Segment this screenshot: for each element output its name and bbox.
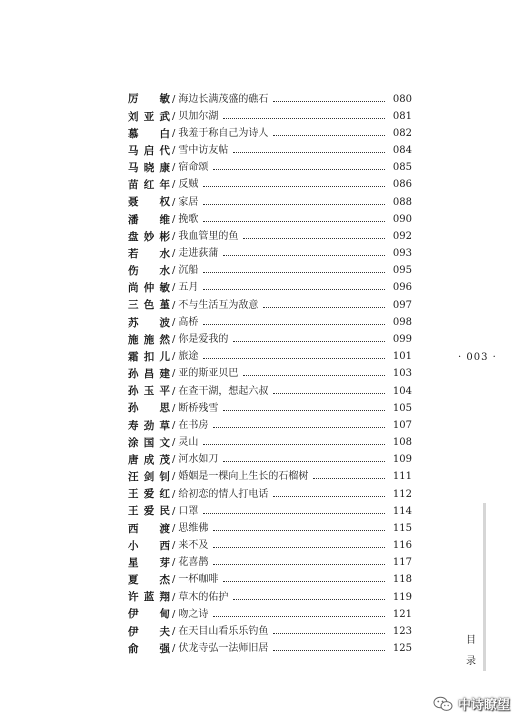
toc-separator: / xyxy=(172,368,176,380)
toc-dot-leader xyxy=(213,546,385,548)
toc-row xyxy=(128,417,412,434)
toc-author-char: 马 xyxy=(128,144,139,157)
toc-separator: / xyxy=(172,505,176,517)
toc-author xyxy=(128,146,170,157)
toc-title: 海边长满茂盛的礁石 xyxy=(178,93,269,105)
toc-author-char: 苗 xyxy=(128,179,139,192)
toc-dot-leader xyxy=(213,426,385,428)
toc-row xyxy=(128,366,412,383)
toc-page-number: 123 xyxy=(392,625,412,637)
toc-author-char: 民 xyxy=(159,505,170,518)
toc-author-char: 苏 xyxy=(128,316,139,329)
toc-page-number: 096 xyxy=(392,282,412,294)
toc-row xyxy=(128,469,412,486)
toc-separator: / xyxy=(172,454,176,466)
toc-author-char: 文 xyxy=(159,436,170,449)
toc-separator: / xyxy=(172,591,176,603)
toc-author xyxy=(128,249,170,260)
toc-author-char: 草 xyxy=(159,419,170,432)
toc-author-char: 霜 xyxy=(128,350,139,363)
toc-author-char: 蓝 xyxy=(143,591,155,604)
toc-dot-leader xyxy=(223,460,385,462)
toc-author-char: 伤 xyxy=(128,265,139,278)
toc-row xyxy=(128,537,412,554)
toc-author xyxy=(128,163,170,174)
toc-author-char: 敏 xyxy=(159,93,170,106)
toc-page-number: 116 xyxy=(392,540,412,552)
toc-title: 来不及 xyxy=(178,540,209,552)
toc-title: 给初恋的情人打电话 xyxy=(178,488,269,500)
toc-dot-leader xyxy=(203,220,385,222)
toc-page-number: 125 xyxy=(392,643,412,655)
toc-author xyxy=(128,112,170,123)
toc-title: 雪中访友帖 xyxy=(178,145,229,157)
toc-dot-leader xyxy=(233,151,385,153)
toc-author xyxy=(128,558,170,569)
toc-author-char: 晓 xyxy=(143,162,155,175)
toc-author-char: 盘 xyxy=(128,230,139,243)
toc-page-number: 084 xyxy=(392,145,412,157)
toc-author-char: 潘 xyxy=(128,213,139,226)
toc-author xyxy=(128,627,170,638)
toc-page-number: 098 xyxy=(392,316,412,328)
toc-row xyxy=(128,143,412,160)
wechat-icon xyxy=(433,696,453,712)
toc-title: 你是爱我的 xyxy=(178,333,229,345)
toc-title: 沉船 xyxy=(178,265,199,277)
toc-author-char: 若 xyxy=(128,247,139,260)
toc-row xyxy=(128,228,412,245)
toc-row xyxy=(128,486,412,503)
toc-dot-leader xyxy=(203,203,385,205)
toc-author xyxy=(128,300,170,311)
toc-author-char: 强 xyxy=(159,642,170,655)
toc-page-number: 095 xyxy=(392,265,412,277)
toc-page-number: 117 xyxy=(392,557,412,569)
toc-author-char: 代 xyxy=(159,144,170,157)
toc-author-char: 涂 xyxy=(128,436,139,449)
toc-separator: / xyxy=(172,557,176,569)
toc-row xyxy=(128,555,412,572)
toc-author xyxy=(128,318,170,329)
toc-title: 花喜鹊 xyxy=(178,557,209,569)
toc-page-number: 093 xyxy=(392,248,412,260)
toc-author-char: 爱 xyxy=(143,505,155,518)
toc-author xyxy=(128,541,170,552)
toc-author xyxy=(128,506,170,517)
toc-dot-leader xyxy=(273,100,385,102)
toc-title: 河水如刀 xyxy=(178,454,219,466)
toc-page-number: 080 xyxy=(392,93,412,105)
toc-author xyxy=(128,644,170,655)
toc-author-char: 三 xyxy=(128,299,139,312)
table-of-contents xyxy=(128,91,412,658)
toc-author-char: 红 xyxy=(143,179,155,192)
toc-page-number: 090 xyxy=(392,213,412,225)
toc-separator: / xyxy=(172,196,176,208)
toc-dot-leader xyxy=(273,392,385,394)
toc-title: 在天目山看乐乐钓鱼 xyxy=(178,625,269,637)
toc-row xyxy=(128,263,412,280)
toc-page-number: 107 xyxy=(392,419,412,431)
toc-author xyxy=(128,335,170,346)
toc-title: 五月 xyxy=(178,282,199,294)
toc-row xyxy=(128,400,412,417)
toc-separator: / xyxy=(172,419,176,431)
toc-author-char: 唐 xyxy=(128,453,139,466)
toc-page-number: 099 xyxy=(392,333,412,345)
toc-page-number: 088 xyxy=(392,196,412,208)
toc-row xyxy=(128,606,412,623)
toc-separator: / xyxy=(172,316,176,328)
page-folio: · 003 · xyxy=(458,352,497,363)
toc-author-char: 敏 xyxy=(159,282,170,295)
toc-author-char: 红 xyxy=(159,488,170,501)
toc-page-number: 103 xyxy=(392,368,412,380)
toc-page-number: 109 xyxy=(392,454,412,466)
toc-title: 灵山 xyxy=(178,437,199,449)
toc-author xyxy=(128,215,170,226)
toc-separator: / xyxy=(172,282,176,294)
toc-author xyxy=(128,232,170,243)
toc-row xyxy=(128,641,412,658)
toc-author-char: 西 xyxy=(159,539,170,552)
toc-row xyxy=(128,572,412,589)
toc-separator: / xyxy=(172,110,176,122)
toc-separator: / xyxy=(172,299,176,311)
toc-author-char: 彬 xyxy=(159,230,170,243)
toc-row xyxy=(128,331,412,348)
toc-title: 婚姻是一棵向上生长的石榴树 xyxy=(178,471,309,483)
toc-author-char: 马 xyxy=(128,162,139,175)
toc-dot-leader xyxy=(263,306,385,308)
toc-page-number: 081 xyxy=(392,110,412,122)
toc-author-char: 仲 xyxy=(143,282,155,295)
toc-separator: / xyxy=(172,385,176,397)
toc-title: 断桥残雪 xyxy=(178,402,219,414)
toc-row xyxy=(128,177,412,194)
toc-row xyxy=(128,211,412,228)
toc-title: 亚的斯亚贝巴 xyxy=(178,368,239,380)
toc-author-char: 伊 xyxy=(128,608,139,621)
toc-author-char: 芽 xyxy=(159,556,170,569)
toc-row xyxy=(128,314,412,331)
toc-author-char: 康 xyxy=(159,162,170,175)
toc-author xyxy=(128,421,170,432)
toc-author-char: 扣 xyxy=(143,350,155,363)
toc-author-char: 杰 xyxy=(159,574,170,587)
toc-author xyxy=(128,129,170,140)
toc-dot-leader xyxy=(213,529,385,531)
toc-author-char: 汪 xyxy=(128,471,139,484)
toc-dot-leader xyxy=(203,185,385,187)
toc-author-char: 翔 xyxy=(159,591,170,604)
toc-row xyxy=(128,383,412,400)
toc-page-number: 101 xyxy=(392,351,412,363)
toc-dot-leader xyxy=(313,477,385,479)
toc-dot-leader xyxy=(203,512,385,514)
toc-author xyxy=(128,489,170,500)
toc-page-number: 097 xyxy=(392,299,412,311)
toc-author-char: 武 xyxy=(159,110,170,123)
toc-dot-leader xyxy=(223,580,385,582)
toc-dot-leader xyxy=(203,443,385,445)
toc-author xyxy=(128,592,170,603)
toc-author-char: 俞 xyxy=(128,642,139,655)
toc-separator: / xyxy=(172,402,176,414)
toc-author-char: 色 xyxy=(143,299,155,312)
toc-author-char: 伊 xyxy=(128,625,139,638)
toc-separator: / xyxy=(172,93,176,105)
toc-row xyxy=(128,297,412,314)
toc-separator: / xyxy=(172,351,176,363)
toc-author-char: 寿 xyxy=(128,419,139,432)
toc-author-char: 玉 xyxy=(143,385,155,398)
toc-author-char: 渡 xyxy=(159,522,170,535)
toc-row xyxy=(128,520,412,537)
toc-separator: / xyxy=(172,437,176,449)
toc-author xyxy=(128,180,170,191)
toc-author xyxy=(128,352,170,363)
toc-page-number: 086 xyxy=(392,179,412,191)
toc-author-char: 亚 xyxy=(143,110,155,123)
toc-author-char: 孙 xyxy=(128,368,139,381)
toc-row xyxy=(128,194,412,211)
toc-author-char: 平 xyxy=(159,385,170,398)
toc-author xyxy=(128,524,170,535)
toc-separator: / xyxy=(172,162,176,174)
toc-author-char: 王 xyxy=(128,488,139,501)
toc-author-char: 建 xyxy=(159,368,170,381)
toc-author xyxy=(128,403,170,414)
toc-author xyxy=(128,609,170,620)
toc-page-number: 111 xyxy=(392,471,412,483)
toc-dot-leader xyxy=(203,271,385,273)
toc-author-char: 王 xyxy=(128,505,139,518)
toc-author-char: 维 xyxy=(159,213,170,226)
toc-dot-leader xyxy=(243,237,385,239)
toc-dot-leader xyxy=(203,288,385,290)
toc-page-number: 092 xyxy=(392,230,412,242)
toc-author xyxy=(128,438,170,449)
toc-row xyxy=(128,125,412,142)
toc-separator: / xyxy=(172,488,176,500)
toc-separator: / xyxy=(172,574,176,586)
toc-author-char: 然 xyxy=(159,333,170,346)
toc-author-char: 昌 xyxy=(143,368,155,381)
toc-separator: / xyxy=(172,265,176,277)
side-bar-decoration xyxy=(483,503,486,671)
toc-dot-leader xyxy=(243,374,385,376)
toc-page-number: 119 xyxy=(392,591,412,603)
section-label-char: 目 xyxy=(466,635,476,646)
toc-author-char: 茂 xyxy=(159,453,170,466)
toc-author-char: 钊 xyxy=(159,471,170,484)
toc-author-char: 爱 xyxy=(143,488,155,501)
toc-author-char: 厉 xyxy=(128,93,139,106)
toc-author-char: 启 xyxy=(143,144,155,157)
toc-author xyxy=(128,455,170,466)
toc-author-char: 孙 xyxy=(128,402,139,415)
toc-author-char: 许 xyxy=(128,591,139,604)
toc-author xyxy=(128,369,170,380)
toc-row xyxy=(128,108,412,125)
toc-row xyxy=(128,349,412,366)
toc-author-char: 剑 xyxy=(143,471,155,484)
toc-author-char: 堇 xyxy=(159,299,170,312)
toc-separator: / xyxy=(172,230,176,242)
toc-author-char: 水 xyxy=(159,247,170,260)
toc-title: 草木的佑护 xyxy=(178,591,229,603)
toc-title: 在查干湖，想起六叔 xyxy=(178,385,269,397)
toc-dot-leader xyxy=(223,254,385,256)
toc-separator: / xyxy=(172,213,176,225)
toc-dot-leader xyxy=(273,495,385,497)
toc-author-char: 国 xyxy=(143,436,155,449)
toc-author xyxy=(128,575,170,586)
section-label-char: 录 xyxy=(466,656,476,667)
toc-author-char: 儿 xyxy=(159,350,170,363)
toc-author-char: 孙 xyxy=(128,385,139,398)
toc-author-char: 慕 xyxy=(128,127,139,140)
watermark xyxy=(433,694,510,713)
toc-author-char: 波 xyxy=(159,316,170,329)
toc-author xyxy=(128,197,170,208)
toc-row xyxy=(128,589,412,606)
toc-author-char: 小 xyxy=(128,539,139,552)
toc-separator: / xyxy=(172,540,176,552)
toc-author-char: 星 xyxy=(128,556,139,569)
toc-title: 吻之诗 xyxy=(178,608,209,620)
toc-page-number: 108 xyxy=(392,437,412,449)
toc-title: 走进荻蒲 xyxy=(178,248,219,260)
toc-separator: / xyxy=(172,145,176,157)
toc-title: 家居 xyxy=(178,196,199,208)
toc-dot-leader xyxy=(233,340,385,342)
toc-page-number: 105 xyxy=(392,402,412,414)
toc-author-char: 思 xyxy=(159,402,170,415)
toc-dot-leader xyxy=(273,134,385,136)
toc-separator: / xyxy=(172,179,176,191)
toc-row xyxy=(128,503,412,520)
toc-title: 伏龙寺弘一法师旧居 xyxy=(178,643,269,655)
toc-dot-leader xyxy=(223,409,385,411)
toc-dot-leader xyxy=(273,649,385,651)
toc-author-char: 尚 xyxy=(128,282,139,295)
toc-page-number: 104 xyxy=(392,385,412,397)
toc-author-char: 聂 xyxy=(128,196,139,209)
toc-author-char: 施 xyxy=(128,333,139,346)
toc-title: 宿命颂 xyxy=(178,162,209,174)
toc-author xyxy=(128,386,170,397)
toc-author xyxy=(128,283,170,294)
watermark-text: 中诗瞭望 xyxy=(458,698,511,713)
toc-dot-leader xyxy=(203,357,385,359)
toc-title: 挽歌 xyxy=(178,213,199,225)
section-label xyxy=(464,630,478,672)
toc-page-number: 082 xyxy=(392,127,412,139)
toc-separator: / xyxy=(172,643,176,655)
toc-title: 反贼 xyxy=(178,179,199,191)
toc-title: 旅途 xyxy=(178,351,199,363)
toc-dot-leader xyxy=(213,168,385,170)
toc-separator: / xyxy=(172,127,176,139)
toc-row xyxy=(128,160,412,177)
toc-page-number: 112 xyxy=(392,488,412,500)
toc-title: 口罩 xyxy=(178,505,199,517)
toc-title: 我羞于称自己为诗人 xyxy=(178,127,269,139)
toc-dot-leader xyxy=(203,323,385,325)
toc-author-char: 施 xyxy=(143,333,155,346)
toc-author-char: 水 xyxy=(159,265,170,278)
toc-page-number: 115 xyxy=(392,522,412,534)
toc-dot-leader xyxy=(223,117,385,119)
toc-row xyxy=(128,91,412,108)
toc-separator: / xyxy=(172,248,176,260)
toc-author-char: 权 xyxy=(159,196,170,209)
toc-page-number: 121 xyxy=(392,608,412,620)
toc-author-char: 白 xyxy=(159,127,170,140)
toc-title: 不与生活互为敌意 xyxy=(178,299,259,311)
toc-separator: / xyxy=(172,522,176,534)
toc-author-char: 西 xyxy=(128,522,139,535)
toc-row xyxy=(128,623,412,640)
toc-title: 一杯咖啡 xyxy=(178,574,219,586)
toc-row xyxy=(128,246,412,263)
toc-title: 在书房 xyxy=(178,419,209,431)
toc-dot-leader xyxy=(233,598,385,600)
toc-dot-leader xyxy=(213,563,385,565)
toc-author xyxy=(128,266,170,277)
toc-separator: / xyxy=(172,471,176,483)
toc-author-char: 甸 xyxy=(159,608,170,621)
toc-page-number: 085 xyxy=(392,162,412,174)
toc-title: 我血管里的鱼 xyxy=(178,230,239,242)
toc-page-number: 118 xyxy=(392,574,412,586)
toc-author xyxy=(128,472,170,483)
toc-dot-leader xyxy=(273,632,385,634)
toc-title: 高桥 xyxy=(178,316,199,328)
toc-author xyxy=(128,94,170,105)
toc-separator: / xyxy=(172,625,176,637)
toc-title: 思维佛 xyxy=(178,522,209,534)
toc-title: 贝加尔湖 xyxy=(178,110,219,122)
toc-author-char: 成 xyxy=(143,453,155,466)
toc-row xyxy=(128,434,412,451)
toc-separator: / xyxy=(172,608,176,620)
toc-separator: / xyxy=(172,333,176,345)
toc-author-char: 妙 xyxy=(143,230,155,243)
toc-author-char: 劲 xyxy=(143,419,155,432)
toc-page-number: 114 xyxy=(392,505,412,517)
toc-row xyxy=(128,280,412,297)
toc-author-char: 夫 xyxy=(159,625,170,638)
toc-row xyxy=(128,452,412,469)
toc-dot-leader xyxy=(213,615,385,617)
toc-author-char: 年 xyxy=(159,179,170,192)
toc-author-char: 刘 xyxy=(128,110,139,123)
toc-author-char: 夏 xyxy=(128,574,139,587)
